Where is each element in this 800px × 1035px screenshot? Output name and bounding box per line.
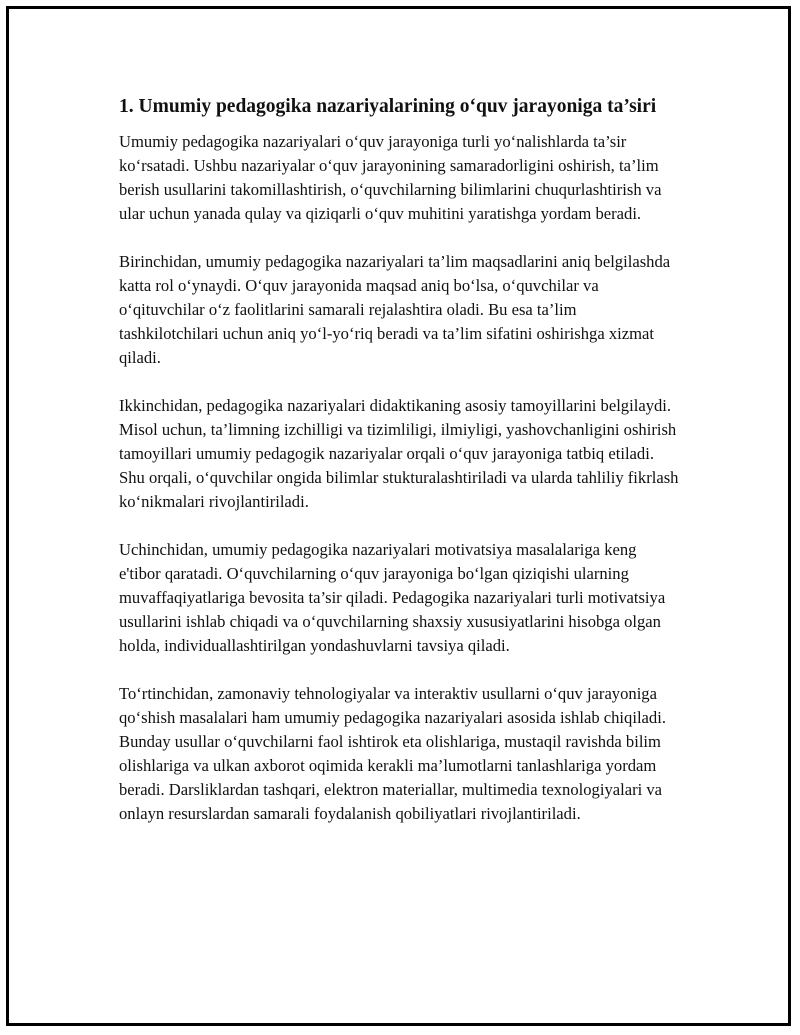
section-heading: 1. Umumiy pedagogika nazariyalarining o‘quv jarayoniga ta’siri xyxy=(119,96,657,117)
paragraph-first: Birinchidan, umumiy pedagogika nazariyalari ta’lim maqsadlarini aniq belgilashda katta rol o‘ynaydi. O‘quv jarayonida maqsad aniq bo‘lsa, o‘quvchilar va o‘qituvchilar o‘z faolitlarini samarali rejalashtira oladi. Bu esa ta’lim tashkilotchilari uchun aniq yo‘l-yo‘riq beradi va ta’lim sifatini oshirishga xizmat qiladi. xyxy=(119,252,671,367)
document-body xyxy=(119,93,679,850)
paragraph-second: Ikkinchidan, pedagogika nazariyalari didaktikaning asosiy tamoyillarini belgilaydi. Misol uchun, ta’limning izchilligi va tizimliligi, ilmiyligi, yashovchanligini oshirish tamoyillari umumiy pedagogik nazariyalar orqali o‘quv jarayoniga tatbiq etiladi. Shu orqali, o‘quvchilar ongida bilimlar stukturalashtiriladi va ularda tahliliy fikrlash ko‘nikmalari rivojlantiriladi. xyxy=(119,396,679,511)
paragraph-intro: Umumiy pedagogika nazariyalari o‘quv jarayoniga turli yo‘nalishlarda ta’sir ko‘rsatadi. Ushbu nazariyalar o‘quv jarayonining samaradorligini oshirish, ta’lim berish usullarini takomillashtirish, o‘quvchilarning bilimlarini chuqurlashtirish va ular uchun yanada qulay va qiziqarli o‘quv muhitini yaratishga yordam beradi. xyxy=(119,132,662,223)
paragraph-third: Uchinchidan, umumiy pedagogika nazariyalari motivatsiya masalalariga keng e'tibor qaratadi. O‘quvchilarning o‘quv jarayoniga bo‘lgan qiziqishi ularning muvaffaqiyatlariga bevosita ta’sir qiladi. Pedagogika nazariyalari turli motivatsiya usullarini ishlab chiqadi va o‘quvchilarning shaxsiy xususiyatlarini hisobga olgan holda, individuallashtirilgan yondashuvlarni tavsiya qiladi. xyxy=(119,540,666,655)
paragraph-fourth: To‘rtinchidan, zamonaviy tehnologiyalar va interaktiv usullarni o‘quv jarayoniga qo‘shish masalalari ham umumiy pedagogika nazariyalari asosida ishlab chiqiladi. Bunday usullar o‘quvchilarni faol ishtirok eta olishlariga, mustaqil ravishda bilim olishlariga va ulkan axborot oqimida kerakli ma’lumotlarni tanlashlariga yordam beradi. Darsliklardan tashqari, elektron materiallar, multimedia texnologiyalari va onlayn resurslardan samarali foydalanish qobiliyatlari rivojlantiriladi. xyxy=(119,684,666,823)
